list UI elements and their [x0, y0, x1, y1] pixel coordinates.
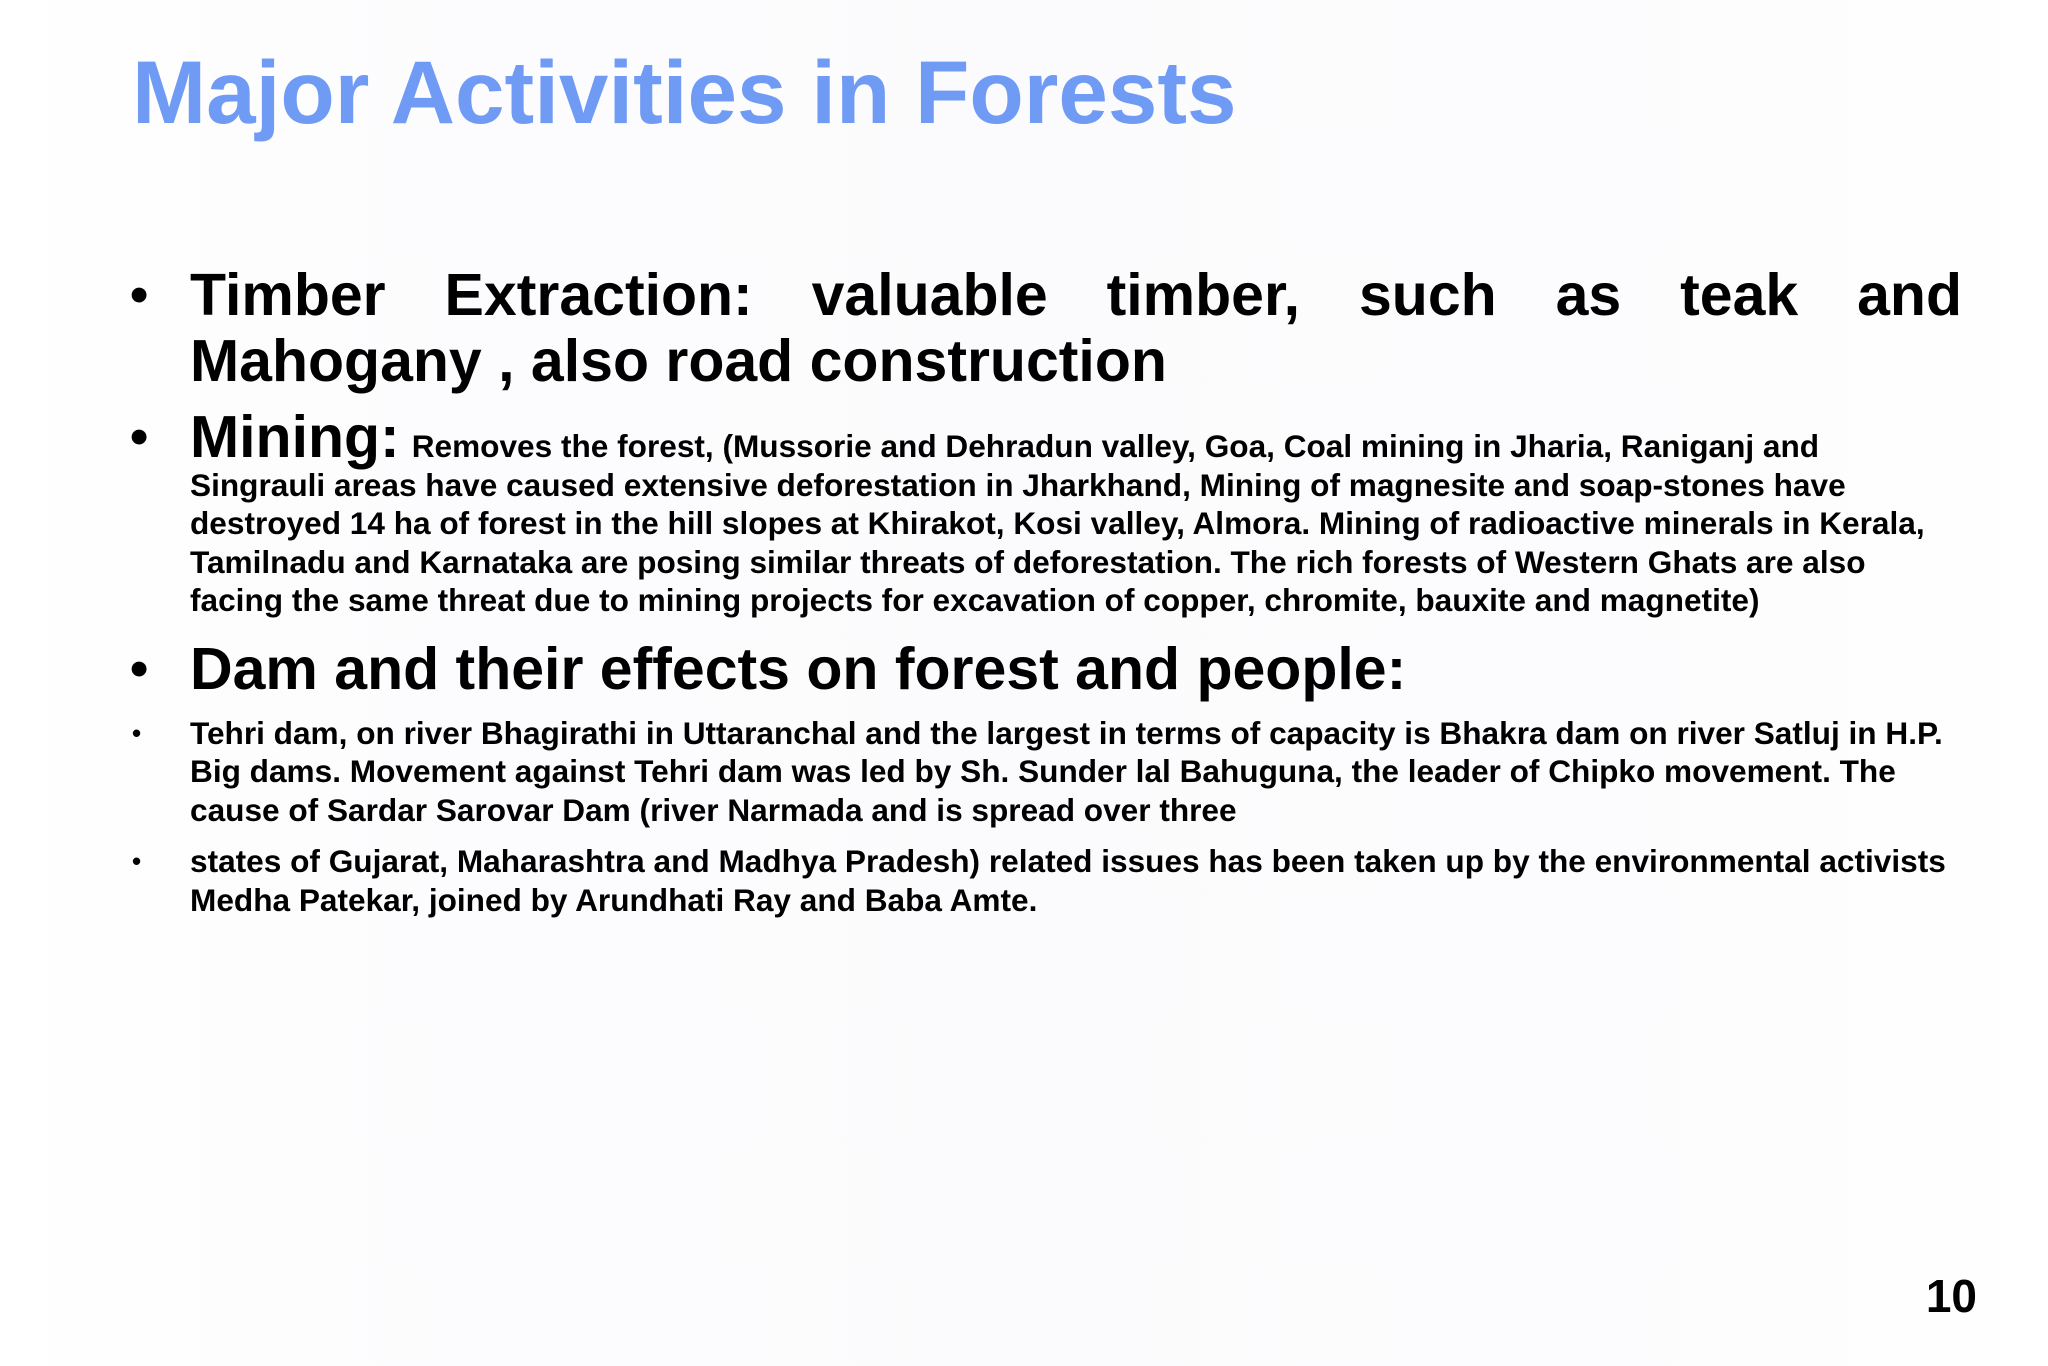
bullet-heading: Mining:	[190, 404, 400, 470]
bullet-text: Removes the forest, (Mussorie and Dehradun valley, Goa, Coal mining in Jharia, Raniganj and Singrauli areas have caused extensive deforestation in Jharkhand, Mining of magnesite and soap-stones have destroyed 14 ha of forest in the hill slopes at Khirakot, Kosi valley, Almora. Mining of radioactive minerals in Kerala, Tamilnadu and Karnataka are posing similar threats of deforestation. The rich forests of Western Ghats are also facing the same threat due to mining projects for excavation of copper, chromite, bauxite and magnetite)	[190, 428, 1925, 618]
bullet-marker: •	[130, 408, 149, 466]
bullet-marker: •	[130, 266, 149, 324]
bullet-marker: •	[132, 717, 142, 748]
bullet-dams	[128, 634, 1962, 704]
bullet-marker: •	[132, 846, 142, 876]
bullet-text: Dam and their effects on forest and people:	[190, 635, 1407, 702]
bullet-sardar-sarovar	[128, 842, 1962, 919]
bullet-tehri-dam	[128, 714, 1962, 830]
bullet-text: Tehri dam, on river Bhagirathi in Uttaranchal and the largest in terms of capacity is Bhakra dam on river Satluj in H.P. Big dams. Movement against Tehri dam was led by Sh. Sunder lal Bahuguna, the leader of Chipko movement. The cause of Sardar Sarovar Dam (river Narmada and is spread over three	[190, 714, 1943, 828]
bullet-list	[128, 262, 1962, 919]
bullet-text: states of Gujarat, Maharashtra and Madhya Pradesh) related issues has been taken up by the environmental activists Medha Patekar, joined by Arundhati Ray and Baba Amte.	[190, 843, 1946, 918]
bullet-timber-extraction	[128, 262, 1962, 394]
bullet-text: Timber Extraction: valuable timber, such as teak and Mahogany , also road construction	[190, 262, 1962, 394]
page-number: 10	[1925, 1270, 1977, 1322]
bullet-mining	[128, 404, 1962, 620]
bullet-marker: •	[130, 639, 149, 698]
slide-title: Major Activities in Forests	[132, 42, 1237, 142]
